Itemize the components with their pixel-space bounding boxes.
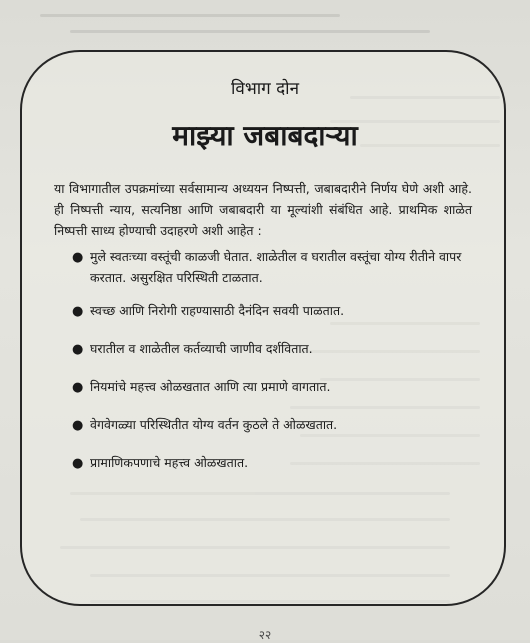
list-item-text: वेगवेगळ्या परिस्थितीत योग्य वर्तन कुठले ते ओळखतात. <box>90 417 338 432</box>
intro-paragraph: या विभागातील उपक्रमांच्या सर्वसामान्य अध्ययन निष्पत्ती, जबाबदारीने निर्णय घेणे अशी आहे. ही निष्पत्ती न्याय, सत्यनिष्ठा आणि जबाबदारी या मूल्यांशी संबंधित आहे. प्राथमिक शाळेत निष्पत्ती साध्य होण्याची उदाहरणे अशी आहेत : <box>54 181 472 238</box>
bullet-icon: ● <box>72 456 84 471</box>
list-item-text: नियमांचे महत्त्व ओळखतात आणि त्या प्रमाणे वागतात. <box>90 379 331 394</box>
list-item-text: घरातील व शाळेतील कर्तव्याची जाणीव दर्शवितात. <box>90 341 313 356</box>
bullet-icon: ● <box>72 342 84 357</box>
section-label: विभाग दोन <box>230 79 300 99</box>
list-item-text: प्रामाणिकपणाचे महत्त्व ओळखतात. <box>90 455 249 470</box>
bullet-icon: ● <box>72 418 84 433</box>
list-item <box>54 246 472 288</box>
page-number: २२ <box>258 628 272 642</box>
page-title: माझ्या जबाबदाऱ्या <box>172 119 358 152</box>
bullet-icon: ● <box>72 304 84 319</box>
list-item-text: स्वच्छ आणि निरोगी राहण्यासाठी दैनंदिन सवयी पाळतात. <box>90 303 345 318</box>
list-item <box>54 414 472 435</box>
list-item <box>54 452 472 473</box>
list-item <box>54 338 472 359</box>
list-item <box>54 300 472 321</box>
list-item <box>54 376 472 397</box>
outcome-list <box>54 246 472 473</box>
bullet-icon: ● <box>72 250 84 265</box>
list-item-text: मुले स्वतःच्या वस्तूंची काळजी घेतात. शाळेतील व घरातील वस्तूंचा योग्य रीतीने वापर करतात. असुरक्षित परिस्थिती टाळतात. <box>90 249 462 285</box>
bullet-icon: ● <box>72 380 84 395</box>
